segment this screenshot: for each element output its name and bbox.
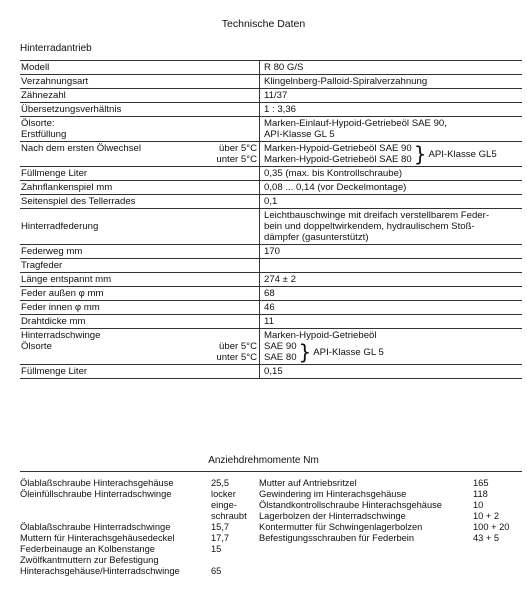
row-value: 68 — [260, 287, 523, 301]
torque-label: Kontermutter für Schwingenlagerbolzen — [259, 522, 423, 532]
row-label: Feder außen φ mm — [20, 287, 260, 301]
row-value-line: dämpfer (gasunterstützt) — [264, 232, 369, 243]
torque-value: 118 — [473, 489, 488, 499]
torque-value: 25,5 — [211, 478, 230, 488]
table-row — [20, 167, 522, 181]
table-row — [20, 142, 522, 167]
row-label: Drahtdicke mm — [20, 315, 260, 329]
table-row — [20, 315, 522, 329]
torque-list-left — [20, 478, 257, 577]
row-value: Klingelnberg-Palloid-Spiralverzahnung — [260, 75, 523, 89]
torque-label: Ölablaßschraube Hinterachsgehäuse — [20, 478, 174, 488]
row-label: Länge entspannt mm — [20, 273, 260, 287]
row-label: Tragfeder — [20, 259, 260, 273]
list-item — [259, 522, 521, 533]
list-item — [20, 544, 257, 555]
row-label — [20, 117, 260, 142]
row-value: 1 : 3,36 — [260, 103, 523, 117]
torque-value: 10 + 2 — [473, 511, 500, 521]
torque-value: einge- — [211, 500, 237, 510]
row-value-line: Leichtbauschwinge mit dreifach verstellbarem Feder- — [264, 210, 490, 221]
row-value-line: Marken-Hypoid-Getriebeöl SAE 80 — [264, 154, 412, 165]
spec-table — [20, 60, 522, 379]
list-item — [20, 522, 257, 533]
row-label-line: Erstfüllung — [21, 129, 67, 140]
torque-value: 15 — [211, 544, 222, 554]
list-item — [20, 478, 257, 489]
row-label — [20, 142, 260, 167]
torque-label: Ölstandkontrollschraube Hinterachsgehäuse — [259, 500, 442, 510]
brace-icon: } — [413, 142, 427, 166]
row-value — [260, 117, 523, 142]
table-row — [20, 117, 522, 142]
table-row — [20, 259, 522, 273]
table-row — [20, 287, 522, 301]
torque-value: 65 — [211, 566, 222, 576]
table-row — [20, 273, 522, 287]
torque-label — [20, 511, 211, 522]
row-value-line: API-Klasse GL 5 — [264, 129, 335, 140]
row-value: R 80 G/S — [260, 61, 523, 75]
torque-value: schraubt — [211, 511, 247, 521]
row-value-line: Marken-Hypoid-Getriebeöl — [264, 330, 377, 341]
table-row — [20, 245, 522, 259]
row-label: Übersetzungsverhältnis — [20, 103, 260, 117]
row-value: 0,08 ... 0,14 (vor Deckelmontage) — [260, 181, 523, 195]
row-label: Füllmenge Liter — [20, 167, 260, 181]
row-label-line: Ölsorte: — [21, 118, 55, 129]
row-value — [260, 259, 523, 273]
temp-label: über 5°C — [219, 341, 257, 352]
list-item — [20, 566, 257, 577]
torque-value: 43 + 5 — [473, 533, 500, 543]
torque-label — [20, 500, 211, 511]
torque-section-title: Anziehdrehmomente Nm — [208, 455, 319, 466]
row-value-line: Marken-Einlauf-Hypoid-Getriebeöl SAE 90, — [264, 118, 447, 129]
list-item — [259, 511, 521, 522]
table-row — [20, 89, 522, 103]
list-item — [20, 511, 257, 522]
list-item — [20, 555, 257, 566]
torque-label: Öleinfüllschraube Hinterradschwinge — [20, 489, 172, 499]
api-class: API-Klasse GL 5 — [313, 346, 384, 358]
table-row — [20, 75, 522, 89]
row-value — [260, 142, 523, 167]
row-value: 46 — [260, 301, 523, 315]
row-label: Seitenspiel des Tellerrades — [20, 195, 260, 209]
table-row — [20, 181, 522, 195]
table-row — [20, 103, 522, 117]
list-item — [20, 533, 257, 544]
torque-value: locker — [211, 489, 236, 499]
table-row — [20, 365, 522, 379]
torque-label: Lagerbolzen der Hinterradschwinge — [259, 511, 406, 521]
page-title: Technische Daten — [221, 18, 306, 30]
row-value-line: bein und doppeltwirkendem, hydraulischem Stoß- — [264, 221, 475, 232]
row-value — [260, 209, 523, 245]
torque-label: Federbeinauge an Kolbenstange — [20, 544, 155, 554]
row-value: 0,1 — [260, 195, 523, 209]
torque-value: 165 — [473, 478, 489, 488]
torque-label: Muttern für Hinterachsgehäusedeckel — [20, 533, 175, 543]
table-row — [20, 301, 522, 315]
row-value: 274 ± 2 — [260, 273, 523, 287]
table-row — [20, 329, 522, 365]
table-row — [20, 61, 522, 75]
list-item — [259, 533, 521, 544]
torque-value: 15,7 — [211, 522, 230, 532]
row-value: 0,35 (max. bis Kontrollschraube) — [260, 167, 523, 181]
row-value-line: SAE 90 — [264, 341, 297, 352]
row-value — [260, 329, 523, 365]
divider — [20, 471, 522, 472]
torque-value — [211, 555, 257, 566]
row-label: Federweg mm — [20, 245, 260, 259]
list-item — [20, 489, 257, 500]
torque-label: Hinterachsgehäuse/Hinterradschwinge — [20, 566, 180, 576]
row-label: Füllmenge Liter — [20, 365, 260, 379]
temp-label: unter 5°C — [216, 154, 257, 165]
temp-label: unter 5°C — [216, 352, 257, 363]
torque-value: 100 + 20 — [473, 522, 510, 532]
torque-list-right — [259, 478, 521, 544]
row-label: Modell — [20, 61, 260, 75]
row-label — [20, 329, 260, 365]
row-value: 170 — [260, 245, 523, 259]
row-value: 0,15 — [260, 365, 523, 379]
temp-label: über 5°C — [219, 143, 257, 154]
row-value: 11 — [260, 315, 523, 329]
row-label: Zähnezahl — [20, 89, 260, 103]
row-label-main: Ölsorte — [21, 341, 52, 352]
table-row — [20, 209, 522, 245]
api-class: API-Klasse GL5 — [428, 148, 497, 160]
torque-label: Gewindering im Hinterachsgehäuse — [259, 489, 407, 499]
torque-label: Befestigungsschrauben für Federbein — [259, 533, 415, 543]
row-value-line: Marken-Hypoid-Getriebeöl SAE 90 — [264, 143, 412, 154]
list-item — [259, 500, 521, 511]
section-title: Hinterradantrieb — [20, 43, 92, 54]
table-row — [20, 195, 522, 209]
row-value-line: SAE 80 — [264, 352, 297, 363]
row-label: Hinterradfederung — [20, 209, 260, 245]
row-label: Verzahnungsart — [20, 75, 260, 89]
brace-icon: } — [298, 340, 312, 364]
list-item — [20, 500, 257, 511]
list-item — [259, 489, 521, 500]
torque-label: Zwölfkantmuttern zur Befestigung — [20, 555, 159, 565]
torque-value: 10 — [473, 500, 484, 510]
row-label: Zahnflankenspiel mm — [20, 181, 260, 195]
row-label-line: Hinterradschwinge — [21, 330, 101, 341]
row-label-main: Nach dem ersten Ölwechsel — [21, 143, 141, 154]
list-item — [259, 478, 521, 489]
row-value: 11/37 — [260, 89, 523, 103]
torque-label: Ölablaßschraube Hinterradschwinge — [20, 522, 171, 532]
row-label: Feder innen φ mm — [20, 301, 260, 315]
torque-label: Mutter auf Antriebsritzel — [259, 478, 357, 488]
torque-value: 17,7 — [211, 533, 230, 543]
